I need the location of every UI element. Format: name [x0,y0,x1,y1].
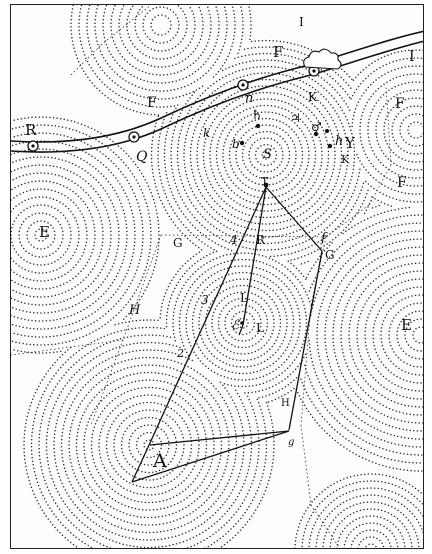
label-b: b [232,137,240,151]
label-jupiter-symbol: ♃ [290,111,301,125]
label-R-left: R [25,121,37,139]
vortex-bottom-right [294,473,424,549]
label-n: n [245,91,254,106]
planet-saturn [256,124,260,128]
label-H-lower: H [281,398,290,409]
label-g: g [288,437,295,448]
label-k-left: k [203,126,211,140]
label-K-upper: K [308,90,317,104]
label-G-right: G [325,248,335,262]
label-F-left: F [147,95,157,111]
label-H-left: H [129,303,141,318]
label-h: h [335,134,344,149]
label-S: S [263,147,272,162]
label-mars-symbol: ♂ [311,120,322,134]
label-K-lower: K [341,153,350,166]
planet-h [328,144,332,148]
vortex-top-right [350,49,424,207]
label-A: A [153,450,167,472]
label-script-L: ℰ [231,318,239,333]
label-E-right: E [401,316,412,334]
label-L-upper: L [240,291,248,305]
label-I-top: I [299,15,304,29]
planets [240,124,332,325]
vortex-top-left [70,5,252,116]
vortex-diagram [11,5,424,549]
label-I-right: I [409,49,415,65]
vortex-cells [11,5,424,549]
comet-head-cloud [304,49,341,69]
label-F-top: F [273,43,284,61]
comet-positions [28,66,319,151]
label-E-left: E [39,223,50,241]
label-3: 3 [201,293,209,307]
label-G-left: G [173,236,183,250]
vortex-right [296,205,424,472]
label-Y: Y [345,134,355,152]
diagram-frame [10,4,424,549]
label-F-right2: F [397,175,407,191]
label-T: T [261,175,269,188]
label-F-right: F [395,96,405,112]
comet-track [11,31,424,152]
planet-mars [325,129,329,133]
label-2: 2 [177,347,184,360]
comet-position-dots [31,69,315,147]
label-R-mid: R [256,233,266,247]
label-4: 4 [230,233,238,247]
planet-b [240,141,244,145]
label-Q: Q [136,149,148,165]
label-f: f [321,231,326,246]
label-L-lower: L [256,321,264,335]
vortex-sun [151,40,372,265]
label-saturn-symbol: ♄ [251,108,263,123]
